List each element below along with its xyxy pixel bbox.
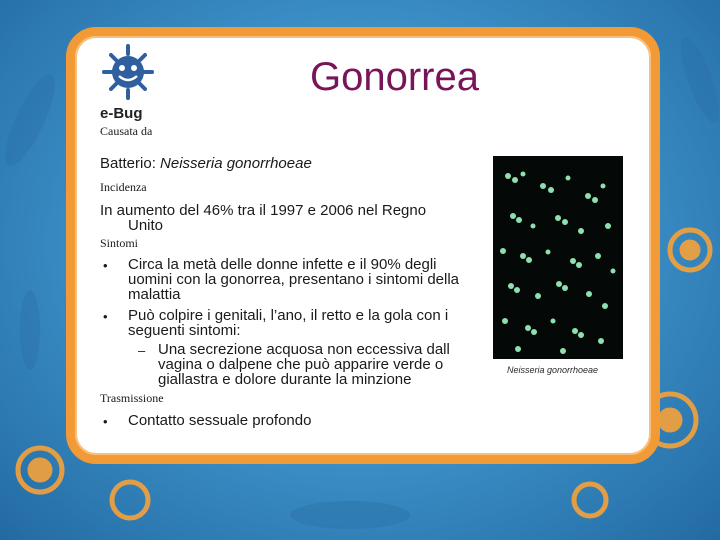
transmission-bullet: • bbox=[103, 414, 108, 429]
cause-species: Neisseria gonorrhoeae bbox=[160, 155, 312, 172]
sub-bullet-line-3: giallastra e dolore durante la minzione bbox=[158, 371, 412, 388]
transmission-heading: Trasmissione bbox=[100, 391, 164, 405]
symptoms-heading: Sintomi bbox=[100, 236, 139, 250]
symptom-bullet: • bbox=[103, 309, 108, 324]
incidence-line-2: Unito bbox=[128, 217, 164, 234]
micrograph-image bbox=[493, 156, 623, 359]
cause-heading: Causata da bbox=[100, 124, 153, 138]
e-bug-logo bbox=[98, 42, 158, 122]
symptom-1-line-2: uomini con la gonorrea, presentano i sintomi della bbox=[128, 271, 460, 288]
sub-bullet-line-2: vagina o dalpene che può apparire verde o bbox=[158, 356, 444, 373]
sub-bullet-line-1: Una secrezione acquosa non eccessiva dall bbox=[158, 341, 450, 358]
symptom-2-line-1: Può colpire i genitali, l’ano, il retto e la gola con i bbox=[128, 307, 449, 324]
incidence-line-1: In aumento del 46% tra il 1997 e 2006 nel Regno bbox=[100, 202, 427, 219]
symptom-bullet: • bbox=[103, 258, 108, 273]
symptom-1-line-3: malattia bbox=[128, 286, 181, 303]
svg-text:e-Bug: e-Bug bbox=[100, 105, 143, 122]
sub-bullet: – bbox=[138, 343, 146, 358]
bacteria-micrograph bbox=[493, 156, 623, 359]
slide-title: Gonorrea bbox=[310, 55, 479, 99]
transmission-item: Contatto sessuale profondo bbox=[128, 412, 312, 429]
symptom-2-line-2: seguenti sintomi: bbox=[128, 322, 241, 339]
image-caption: Neisseria gonorrhoeae bbox=[507, 365, 599, 375]
cause-prefix: Batterio: bbox=[100, 155, 161, 172]
symptom-1-line-1: Circa la metà delle donne infette e il 90% degli bbox=[128, 256, 437, 273]
incidence-heading: Incidenza bbox=[100, 180, 147, 194]
cause-text bbox=[100, 157, 312, 171]
